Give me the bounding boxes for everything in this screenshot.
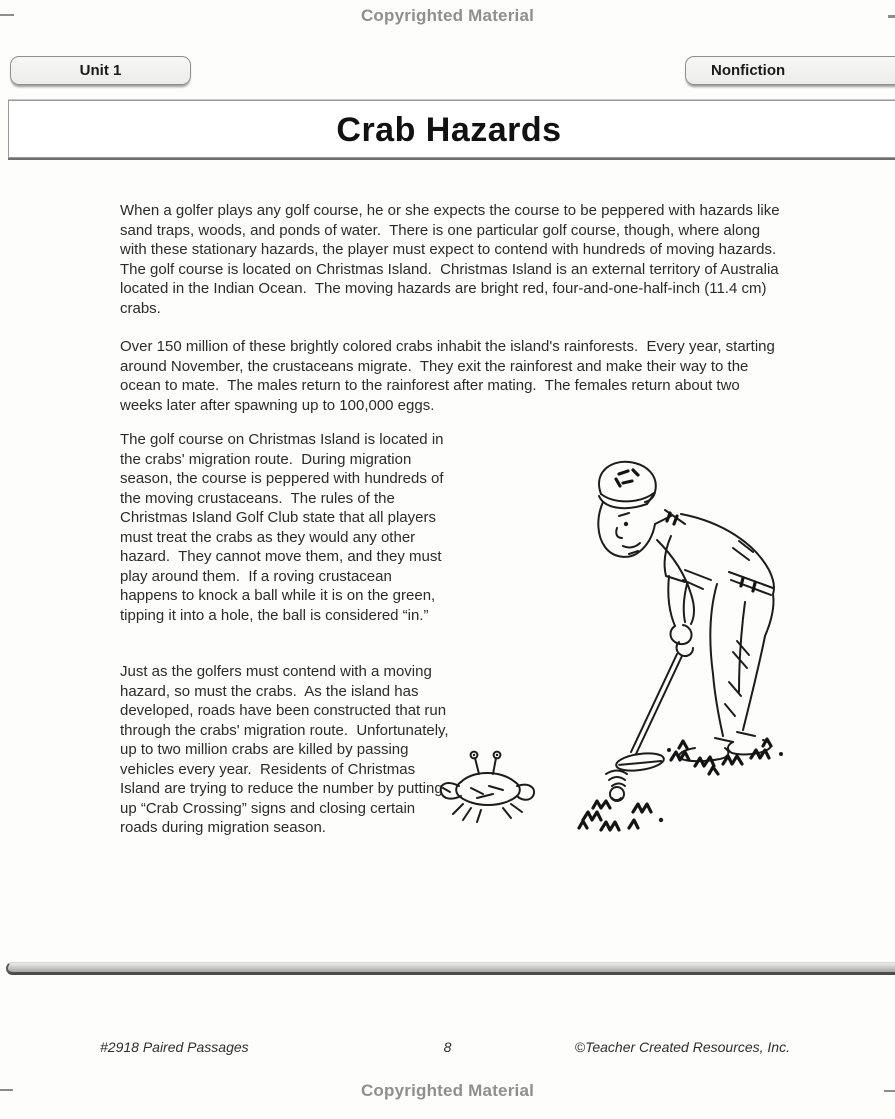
genre-tab-label: Nonfiction	[711, 62, 786, 79]
footer-page-number: 8	[443, 1039, 452, 1055]
divider-bar	[6, 962, 895, 975]
passage-paragraph-1: When a golfer plays any golf course, he or she expects the course to be peppered with hazards like sand traps, woods, and ponds of water. There is one particular golf course, though, where along with these stationary hazards, the player must expect to contend with hundreds of moving hazards. The golf course is located on Christmas Island. Christmas Island is an external territory of Australia located in the Indian Ocean. The moving hazards are bright red, four-and-one-half-inch (11.4 cm) crabs.	[120, 202, 785, 317]
passage-paragraph-4: Just as the golfers must contend with a moving hazard, so must the crabs. As the island has developed, roads have been constructed that run through the crabs' migration route. Unfortunately, up to two million crabs are killed by passing vehicles every year. Residents of Christmas Island are trying to reduce the number by putting up “Crab Crossing” signs and closing certain roads during migration season.	[120, 663, 453, 836]
copyrighted-material-banner-top: Copyrighted Material	[360, 6, 535, 25]
genre-tab	[685, 56, 895, 85]
footer-publisher: ©Teacher Created Resources, Inc.	[574, 1039, 790, 1055]
copyrighted-material-banner-bottom: Copyrighted Material	[360, 1081, 535, 1100]
unit-tab	[10, 56, 191, 85]
footer-book-id: #2918 Paired Passages	[100, 1039, 249, 1055]
title-box	[8, 100, 895, 158]
illustration-svg	[433, 452, 798, 852]
passage-paragraph-2: Over 150 million of these brightly colored crabs inhabit the island's rainforests. Every year, starting around November, the crustaceans migrate. They exit the rainforest and make their way to the ocean to mate. The males return to the rainforest after mating. The females return about two weeks later after spawning up to 100,000 eggs.	[120, 338, 780, 414]
golfer-putting-near-crab-illustration	[433, 452, 798, 852]
page-title: Crab Hazards	[336, 110, 562, 149]
passage-paragraph-3: The golf course on Christmas Island is located in the crabs' migration route. During migration season, the course is peppered with hundreds of the moving crustaceans. The rules of the Christmas Island Golf Club state that all players must treat the crabs as they would any other hazard. They cannot move them, and they must play around them. If a roving crustacean happens to knock a ball while it is on the green, tipping it into a hole, the ball is considered “in.”	[120, 431, 448, 624]
unit-tab-label: Unit 1	[79, 62, 122, 79]
